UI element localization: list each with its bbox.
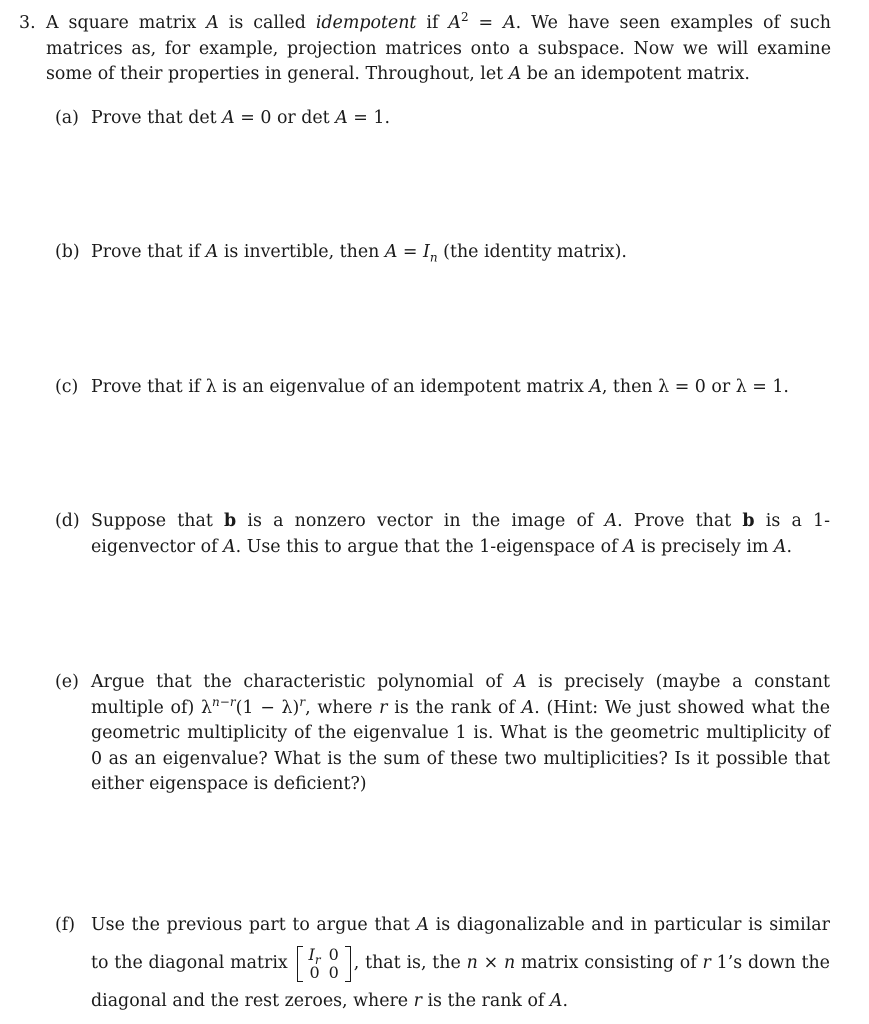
part-d (55, 509, 830, 560)
problem-intro (19, 11, 831, 91)
part-text: Argue that the characteristic polynomial of A is precisely (maybe a constant multiple of) $\lambda^{n-r}(1 - \lambda)^r$, where r is the rank of A. (Hint: We just showed what the geometric multiplicity of the eigenvalue 1 is. What is the geometric multiplicity of 0 as an eigenvalue? What is the sum of these two multiplicities? Is it possible that either eigenspace is deficient?) (91, 672, 831, 794)
part-text: Suppose that b is a nonzero vector in the image of A. Prove that b is a 1-eigenvector of A. Use this to argue that the 1-eigenspace of A is precisely im A. (91, 511, 830, 557)
part-text: Prove that if A is invertible, then $A = I_n$ (the identity matrix). (91, 242, 627, 265)
part-label: (f) (55, 915, 76, 935)
problem-number: 3. (19, 13, 36, 33)
intro-paragraph: A square matrix A is called idempotent if $A^2 = A$. We have seen examples of such matrices as, for example, projection matrices onto a subspace. Now we will examine some of their properties in general. Throughout, let A be an idempotent matrix. (46, 10, 831, 84)
part-f (55, 906, 830, 1020)
part-text: Prove that det A = 0 or det A = 1. (91, 108, 390, 128)
term-idempotent: idempotent (315, 13, 417, 33)
part-e (55, 670, 830, 798)
part-label: (d) (55, 511, 80, 531)
part-label: (c) (55, 377, 79, 397)
part-c (55, 375, 830, 401)
part-label: (a) (55, 108, 79, 128)
part-label: (b) (55, 242, 80, 262)
diagonal-block-matrix: $I_r$ 0 0 0 (297, 946, 351, 982)
part-text: Prove that if λ is an eigenvalue of an idempotent matrix A, then λ = 0 or λ = 1. (91, 377, 789, 397)
part-a (55, 106, 830, 132)
part-label: (e) (55, 672, 79, 692)
part-b (55, 240, 830, 266)
part-text: Use the previous part to argue that A is diagonalizable and in particular is similar to the diagonal matrix $I_r$ 0 0 0 , that is, the n × n matrix consisting of r 1’s down the diagonal and the rest zeroes, where r is the rank of A. (91, 915, 830, 1011)
